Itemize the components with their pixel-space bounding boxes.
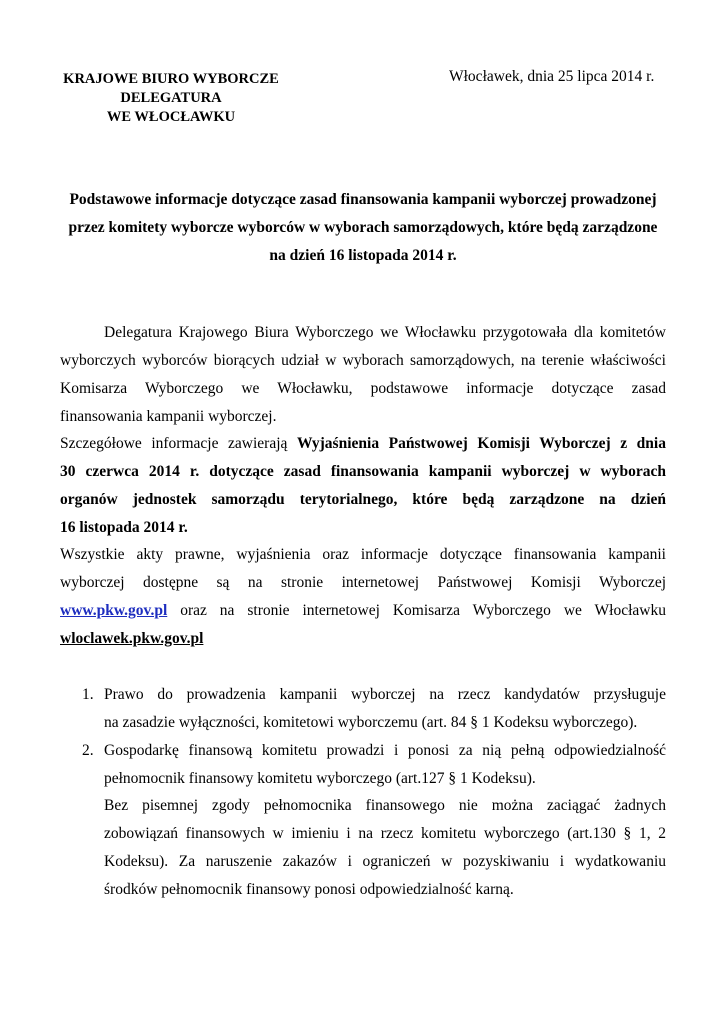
paragraph-line: [60, 602, 666, 620]
paragraph-line: organów jednostek samorządu terytorialnego, które będą zarządzone na dzień: [60, 491, 666, 508]
title-line: Podstawowe informacje dotyczące zasad finansowania kampanii wyborczej prowadzonej: [69, 191, 657, 208]
place-date: Włocławek, dnia 25 lipca 2014 r.: [449, 68, 655, 85]
list-item-line: Gospodarkę finansową komitetu prowadzi i ponosi za nią pełną odpowiedzialność: [104, 742, 666, 759]
paragraph-line: [60, 630, 203, 648]
paragraph-line: wyborczych wyborców biorących udział w wyborach samorządowych, na terenie właściwości: [60, 352, 666, 369]
list-item-line: Kodeksu). Za naruszenie zakazów i ograniczeń w pozyskiwaniu i wydatkowaniu: [104, 853, 666, 870]
paragraph-line: 30 czerwca 2014 r. dotyczące zasad finansowania kampanii wyborczej w wyborach: [60, 463, 666, 480]
list-number: 1.: [82, 686, 94, 703]
list-item-line: zobowiązań finansowych w imieniu i na rzecz komitetu wyborczego (art.130 § 1, 2: [104, 825, 666, 842]
text-run: Szczegółowe informacje zawierają: [60, 435, 297, 452]
list-number: 2.: [82, 742, 94, 759]
org-unit: DELEGATURA: [120, 90, 222, 106]
list-item-line: Bez pisemnej zgody pełnomocnika finansowego nie można zaciągać żadnych: [104, 797, 666, 814]
document-title: [60, 186, 666, 270]
paragraph-line: 16 listopada 2014 r.: [60, 519, 188, 536]
title-line: przez komitety wyborcze wyborców w wyborach samorządowych, które będą zarządzone: [68, 219, 658, 236]
paragraph-line: finansowania kampanii wyborczej.: [60, 408, 277, 425]
title-line: na dzień 16 listopada 2014 r.: [269, 247, 457, 264]
paragraph-line: Wszystkie akty prawne, wyjaśnienia oraz informacje dotyczące finansowania kampanii: [60, 546, 666, 563]
org-name: KRAJOWE BIURO WYBORCZE: [63, 71, 279, 87]
list-item-line: na zasadzie wyłączności, komitetowi wyborczemu (art. 84 § 1 Kodeksu wyborczego).: [104, 714, 638, 731]
pkw-link[interactable]: www.pkw.gov.pl: [60, 602, 168, 619]
paragraph-line: Komisarza Wyborczego we Włocławku, podstawowe informacje dotyczące zasad: [60, 380, 666, 397]
paragraph-line: wyborczej dostępne są na stronie internetowej Państwowej Komisji Wyborczej: [60, 574, 666, 591]
list-item-line: środków pełnomocnik finansowy ponosi odpowiedzialność karną.: [104, 881, 514, 898]
list-item-line: pełnomocnik finansowy komitetu wyborczego (art.127 § 1 Kodeksu).: [104, 770, 536, 787]
header-org: [60, 70, 282, 127]
org-location: WE WŁOCŁAWKU: [106, 109, 236, 125]
paragraph-line: [60, 435, 666, 453]
wloclawek-link[interactable]: wloclawek.pkw.gov.pl: [60, 630, 204, 647]
text-run: oraz na stronie internetowej Komisarza Wyborczego we Włocławku: [167, 602, 666, 619]
text-run-bold: Wyjaśnienia Państwowej Komisji Wyborczej z dnia: [296, 435, 666, 452]
paragraph-line: Delegatura Krajowego Biura Wyborczego we Włocławku przygotowała dla komitetów: [104, 324, 666, 341]
list-item-line: Prawo do prowadzenia kampanii wyborczej na rzecz kandydatów przysługuje: [104, 686, 666, 703]
